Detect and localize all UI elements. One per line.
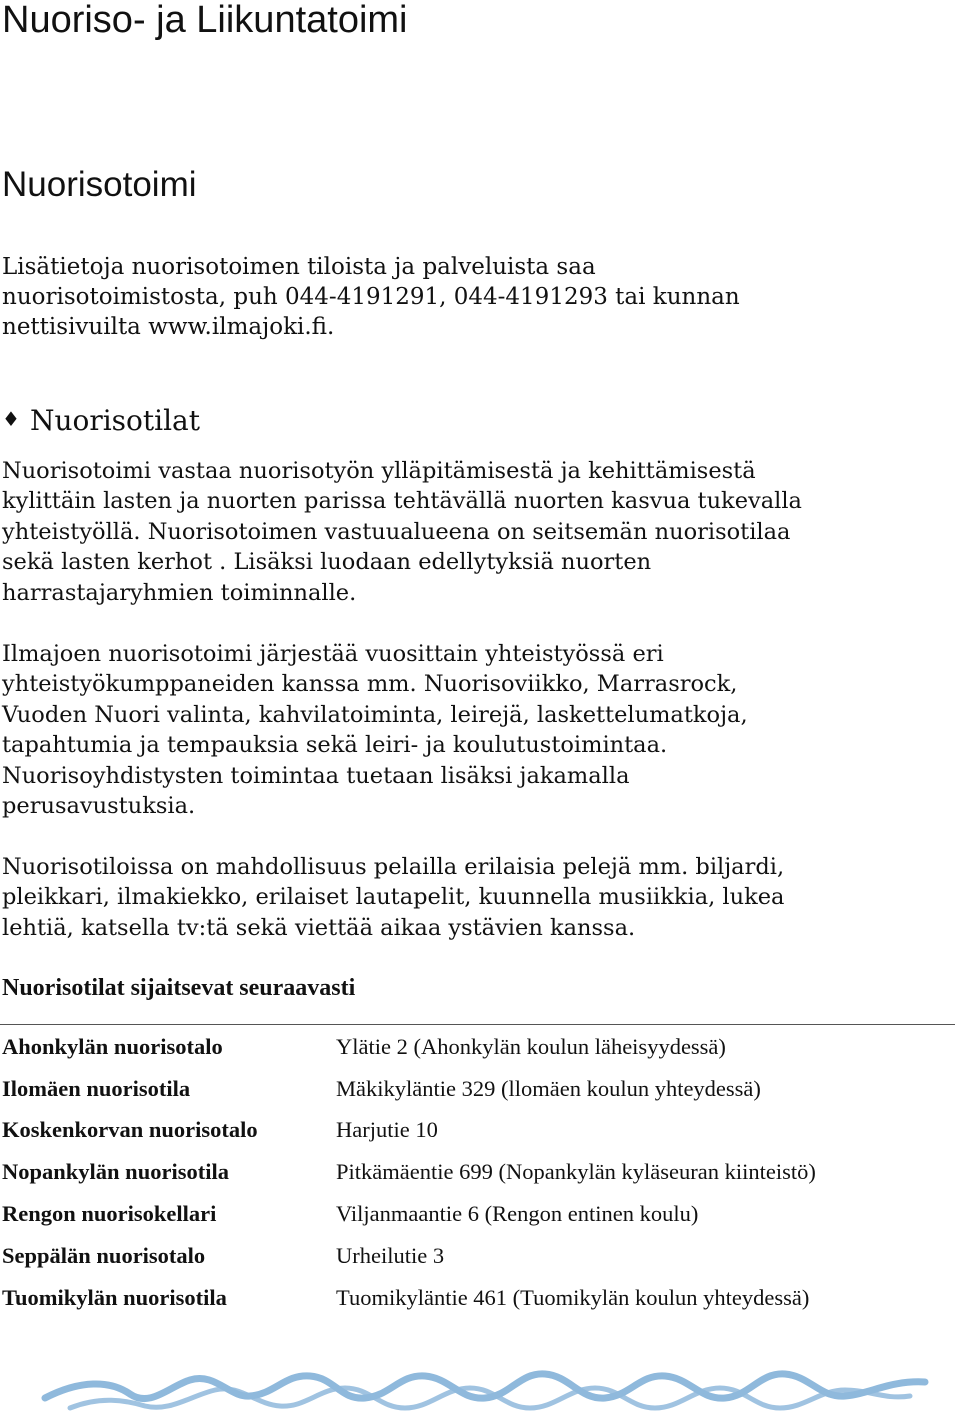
section-title: Nuorisotoimi xyxy=(2,165,197,204)
subsection-heading xyxy=(2,402,200,442)
location-name: Nopankylän nuorisotila xyxy=(2,1159,229,1185)
location-row xyxy=(2,1151,816,1193)
location-address: Harjutie 10 xyxy=(336,1117,438,1143)
location-row xyxy=(2,1193,816,1235)
location-name: Rengon nuorisokellari xyxy=(2,1201,217,1227)
location-name: Koskenkorvan nuorisotalo xyxy=(2,1117,258,1143)
location-address: Ylätie 2 (Ahonkylän koulun läheisyydessä) xyxy=(336,1033,726,1059)
location-address: Viljanmaantie 6 (Rengon entinen koulu) xyxy=(336,1201,699,1227)
paragraph-nuorisotilat: Nuorisotoimi vastaa nuorisotyön ylläpitämisestä ja kehittämisestä kylittäin lasten ja nuorten parissa tehtävällä nuorten kasvua tukevalla yhteistyöllä. Nuorisotoimen vastuualueena on seitsemän nuorisotilaa sekä lasten kerhot . Lisäksi luodaan edellytyksiä nuorten harrastajaryhmien toiminnalle. xyxy=(2,458,802,606)
intro-paragraph: Lisätietoja nuorisotoimen tiloista ja palveluista saa nuorisotoimistosta, puh 044-4191291, 044-4191293 tai kunnan nettisivuilta www.ilmajoki.fi. xyxy=(2,254,740,340)
subsection-title: Nuorisotilat xyxy=(29,404,201,437)
locations-heading: Nuorisotilat sijaitsevat seuraavasti xyxy=(2,975,356,1001)
location-name: Ahonkylän nuorisotalo xyxy=(2,1033,223,1059)
location-row xyxy=(2,1110,816,1152)
wave-stroke xyxy=(45,1374,925,1399)
location-row xyxy=(2,1026,816,1068)
location-row xyxy=(2,1068,816,1110)
location-row xyxy=(2,1235,816,1277)
wave-decoration-icon xyxy=(40,1350,930,1420)
locations-table xyxy=(2,1026,816,1319)
location-row xyxy=(2,1277,816,1319)
location-address: Tuomikyläntie 461 (Tuomikylän koulun yhteydessä) xyxy=(336,1284,810,1310)
location-name: Seppälän nuorisotalo xyxy=(2,1242,206,1268)
page-title: Nuoriso- ja Liikuntatoimi xyxy=(2,0,408,41)
paragraph-activities: Ilmajoen nuorisotoimi järjestää vuosittain yhteistyössä eri yhteistyökumppaneiden kanssa mm. Nuorisoviikko, Marrasrock, Vuoden Nuori valinta, kahvilatoiminta, leirejä, laskettelumatkoja, tapahtumia ja tempauksia sekä leiri- ja koulutustoimintaa. Nuorisoyhdistysten toimintaa tuetaan lisäksi jakamalla perusavustuksia. xyxy=(2,641,748,820)
diamond-bullet-icon: ♦ xyxy=(2,407,20,431)
location-address: Mäkikyläntie 329 (llomäen koulun yhteydessä) xyxy=(336,1075,761,1101)
location-name: Ilomäen nuorisotila xyxy=(2,1075,191,1101)
location-address: Urheilutie 3 xyxy=(336,1242,445,1268)
location-name: Tuomikylän nuorisotila xyxy=(2,1284,227,1310)
paragraph-games: Nuorisotiloissa on mahdollisuus pelailla erilaisia pelejä mm. biljardi, pleikkari, ilmakiekko, erilaiset lautapelit, kuunnella musiikkia, lukea lehtiä, katsella tv:tä sekä viettää aikaa ystävien kanssa. xyxy=(2,854,785,941)
divider xyxy=(0,1024,955,1025)
location-address: Pitkämäentie 699 (Nopankylän kyläseuran kiinteistö) xyxy=(336,1159,816,1185)
